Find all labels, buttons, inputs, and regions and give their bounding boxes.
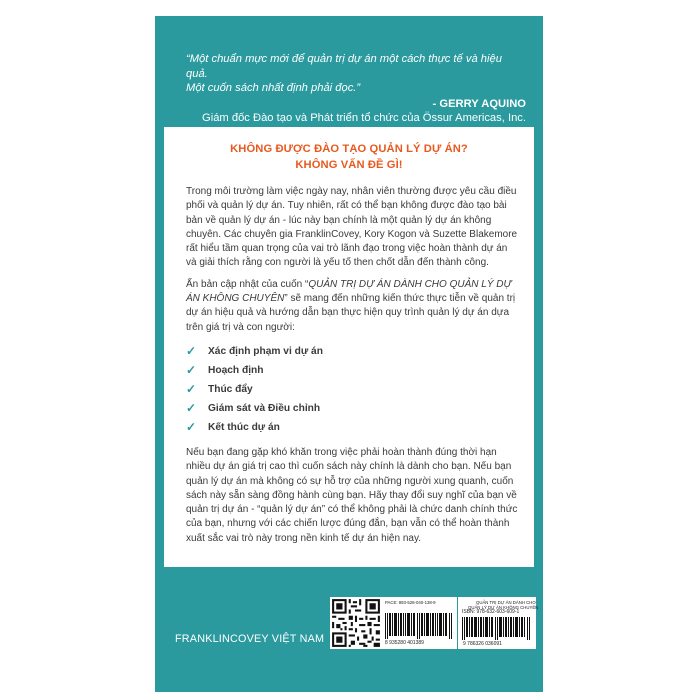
book-title-inline: QUẢN TRỊ DỰ ÁN DÀNH CHO QUẢN LÝ DỰ ÁN KHÔNG CHUYÊN bbox=[186, 278, 512, 305]
panel-title bbox=[164, 141, 534, 173]
paragraph-edition-end: ” sẽ mang đến những kiến thức thực tiễn về quản trị dự án hiệu quả và hướng dẫn bạn thực hiện quy trình quản lý dự án dựa trên giá trị và con người: bbox=[186, 293, 516, 333]
description-panel bbox=[164, 127, 534, 567]
list-item-label: Hoạch định bbox=[208, 364, 264, 376]
list-item bbox=[186, 361, 518, 380]
qr-code bbox=[330, 597, 382, 649]
publisher-name: FRANKLINCOVEY VIỆT NAM bbox=[175, 633, 325, 645]
check-icon: ✓ bbox=[186, 381, 197, 396]
paragraph-edition-start: Ấn bản cập nhật của cuốn “ bbox=[186, 278, 309, 290]
list-item bbox=[186, 399, 518, 418]
barcode-icon bbox=[385, 613, 454, 639]
paragraph-closing: Nếu bạn đang gặp khó khăn trong việc phải hoàn thành đúng thời hạn nhiều dự án giá trị cao thì cuốn sách này chính là dành cho bạn. Nếu bạn quản lý dự án mà không có sự hỗ trợ của những người xung quanh, cuốn sách này sẵn sàng đồng hành cùng bạn. Hãy thay đổi suy nghĩ của bạn về quản trị dự án - “quản lý dự án” có thể không phải là chức danh chính thức của bạn, nhưng với các chiến lược đúng đắn, bạn vẫn có thể hoàn thành xuất sắc vai trò này trong nền kinh tế dự án hiện nay. bbox=[186, 446, 518, 544]
barcode-number: 8 935280 401389 bbox=[385, 640, 424, 646]
endorsement-quote bbox=[186, 52, 526, 126]
panel-title-line-1: KHÔNG ĐƯỢC ĐÀO TẠO QUẢN LÝ DỰ ÁN? bbox=[230, 143, 468, 155]
quote-line-1: “Một chuẩn mực mới để quản trị dự án một cách thực tế và hiệu quả. bbox=[186, 53, 502, 80]
isbn-barcode-icon bbox=[462, 617, 532, 640]
isbn-label bbox=[458, 597, 539, 649]
quote-author: - GERRY AQUINO bbox=[432, 97, 526, 110]
list-item-label: Giám sát và Điều chỉnh bbox=[208, 402, 321, 414]
list-item-label: Xác định phạm vi dự án bbox=[208, 345, 323, 357]
list-item-label: Kết thúc dự án bbox=[208, 421, 280, 433]
process-checklist bbox=[186, 342, 518, 437]
list-item bbox=[186, 380, 518, 399]
list-item bbox=[186, 342, 518, 361]
panel-title-line-2: KHÔNG VẤN ĐỀ GÌ! bbox=[295, 159, 403, 171]
paragraph-edition bbox=[186, 278, 518, 335]
list-item bbox=[186, 418, 518, 437]
label-title-line-1: QUẢN TRỊ DỰ ÁN DÀNH CHO bbox=[476, 600, 536, 605]
list-item-label: Thúc đẩy bbox=[208, 383, 253, 395]
pace-code: PACE: 893-528-040-138-9 bbox=[385, 600, 436, 605]
quote-author-role: Giám đốc Đào tạo và Phát triển tổ chức của Össur Americas, Inc. bbox=[202, 112, 526, 124]
check-icon: ✓ bbox=[186, 362, 197, 377]
paragraph-intro: Trong môi trường làm việc ngày nay, nhân viên thường được yêu cầu điều phối và quản lý dự án. Tuy nhiên, rất có thể bạn không được đào tạo bài bản về quản lý dự án - lúc này bạn chính là một quản lý dự án không chuyên. Các chuyên gia FranklinCovey, Kory Kogon và Suzette Blakemore rất hiểu tầm quan trọng của vai trò lãnh đạo trong việc hoàn thành dự án và giải thích rằng con người là yếu tố then chốt dẫn đến thành công. bbox=[186, 186, 518, 269]
price-barcode bbox=[382, 597, 457, 649]
panel-body bbox=[186, 185, 518, 553]
label-title-line-2: QUẢN LÝ DỰ ÁN KHÔNG CHUYÊN bbox=[468, 605, 539, 610]
check-icon: ✓ bbox=[186, 419, 197, 434]
qr-code-icon bbox=[330, 597, 382, 649]
isbn-code: ISBN: 978-632-603-609-1 bbox=[462, 609, 520, 615]
quote-line-2: Một cuốn sách nhất định phải đọc.” bbox=[186, 82, 361, 94]
check-icon: ✓ bbox=[186, 400, 197, 415]
isbn-barcode-number: 9 786326 036091 bbox=[463, 641, 502, 647]
check-icon: ✓ bbox=[186, 343, 197, 358]
